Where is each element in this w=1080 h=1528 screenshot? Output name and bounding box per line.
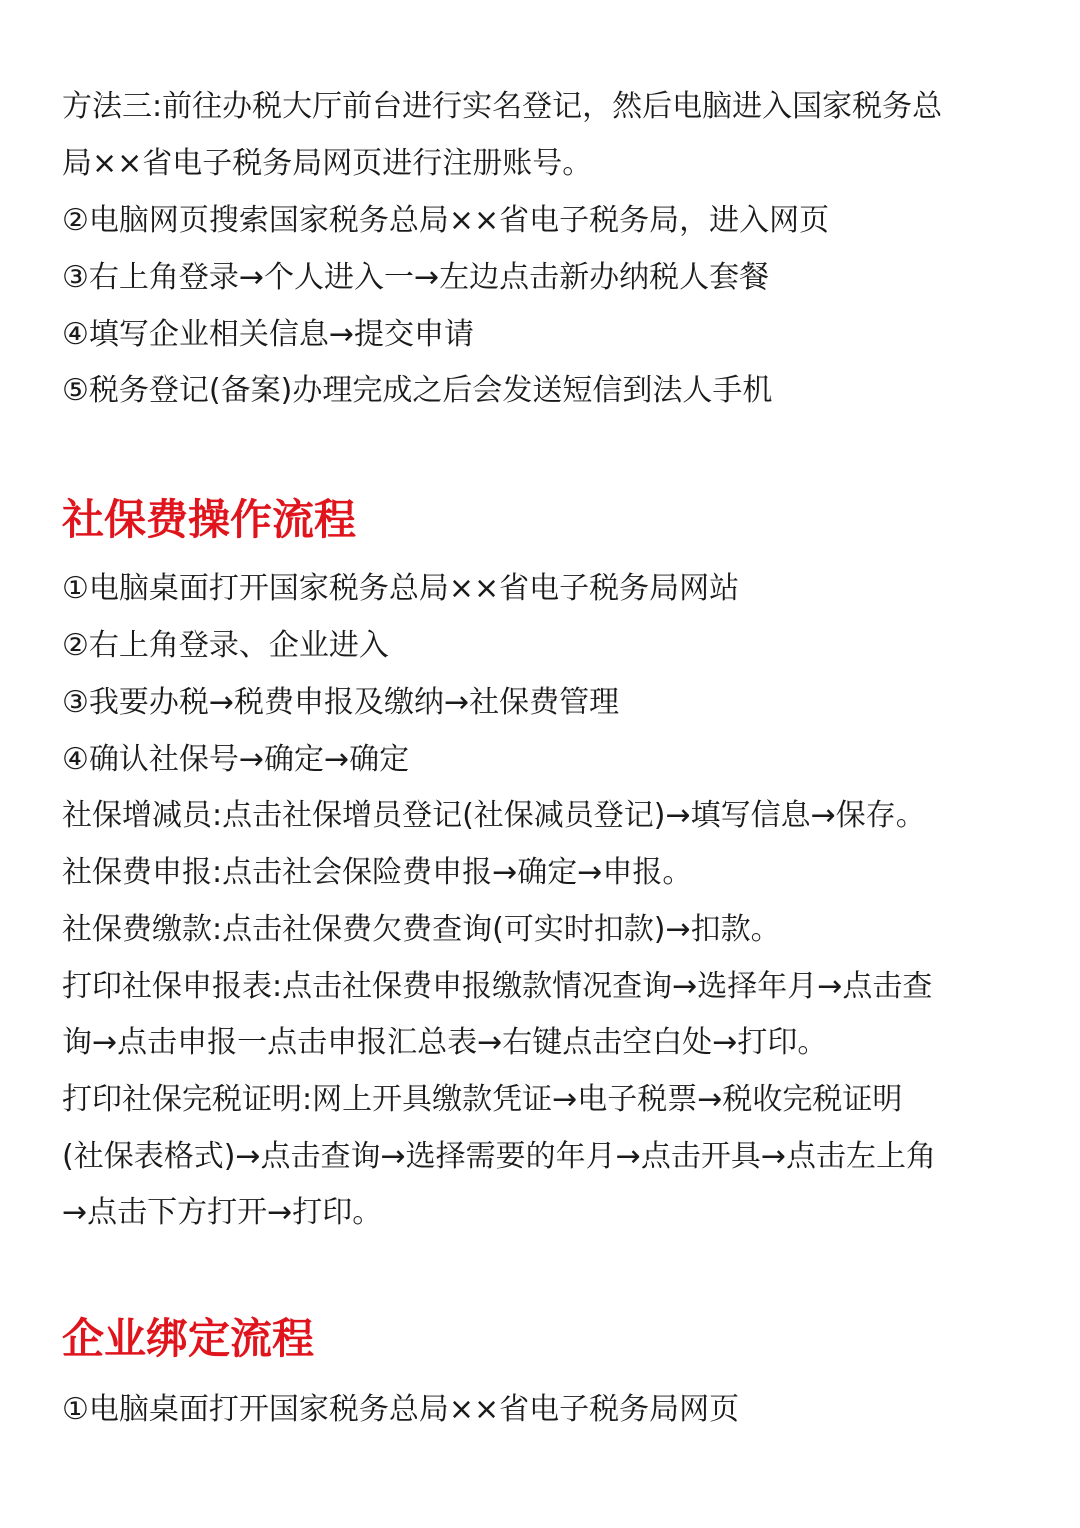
step-text: 填写企业相关信息→提交申请: [88, 317, 475, 352]
step-text: 我要办税→税费申报及缴纳→社保费管理: [88, 685, 620, 720]
ss-paragraph-payment: 社保费缴款:点击社保费欠费查询(可实时扣款)→扣款。: [62, 912, 781, 947]
step-text: 右上角登录→个人进入一→左边点击新办纳税人套餐: [88, 260, 770, 295]
step-number: ⑤: [62, 373, 89, 408]
ss-paragraph-declaration: 社保费申报:点击社会保险费申报→确定→申报。: [62, 855, 693, 890]
step-number: ②: [62, 203, 89, 238]
method3-line-2: 局××省电子税务局网页进行注册账号。: [62, 146, 593, 181]
step-number: ④: [62, 317, 89, 352]
step-text: 电脑网页搜索国家税务总局××省电子税务局，进入网页: [88, 203, 830, 238]
eb-step-1: [62, 1390, 739, 1430]
tax-step-5: [62, 371, 772, 411]
ss-step-2: [62, 626, 389, 666]
method3-line-1: 方法三:前往办税大厅前台进行实名登记，然后电脑进入国家税务总: [62, 89, 943, 124]
step-text: 税务登记(备案)办理完成之后会发送短信到法人手机: [88, 373, 773, 408]
step-number: ②: [62, 628, 89, 663]
step-text: 确认社保号→确定→确定: [88, 742, 410, 777]
tax-step-3: [62, 258, 769, 298]
tax-step-2: [62, 201, 829, 241]
step-number: ④: [62, 742, 89, 777]
step-number: ①: [62, 1392, 89, 1427]
ss-paragraph-print-cert-3: →点击下方打开→打印。: [62, 1195, 383, 1230]
ss-step-4: [62, 740, 409, 780]
ss-paragraph-print-cert-1: 打印社保完税证明:网上开具缴款凭证→电子税票→税收完税证明: [62, 1082, 903, 1117]
ss-step-3: [62, 683, 619, 723]
step-text: 电脑桌面打开国家税务总局××省电子税务局网站: [88, 571, 740, 606]
enterprise-binding-heading: 企业绑定流程: [62, 1314, 315, 1363]
ss-step-1: [62, 569, 739, 609]
step-text: 右上角登录、企业进入: [88, 628, 389, 663]
ss-paragraph-print-report-1: 打印社保申报表:点击社保费申报缴款情况查询→选择年月→点击查: [62, 969, 933, 1004]
social-security-heading: 社保费操作流程: [62, 495, 357, 544]
step-number: ③: [62, 685, 89, 720]
step-number: ③: [62, 260, 89, 295]
step-number: ①: [62, 571, 89, 606]
ss-paragraph-print-cert-2: (社保表格式)→点击查询→选择需要的年月→点击开具→点击左上角: [62, 1139, 936, 1174]
step-text: 电脑桌面打开国家税务总局××省电子税务局网页: [88, 1392, 740, 1427]
ss-paragraph-print-report-2: 询→点击申报一点击申报汇总表→右键点击空白处→打印。: [62, 1025, 828, 1060]
tax-step-4: [62, 315, 474, 355]
ss-paragraph-staff-change: 社保增减员:点击社保增员登记(社保减员登记)→填写信息→保存。: [62, 798, 926, 833]
